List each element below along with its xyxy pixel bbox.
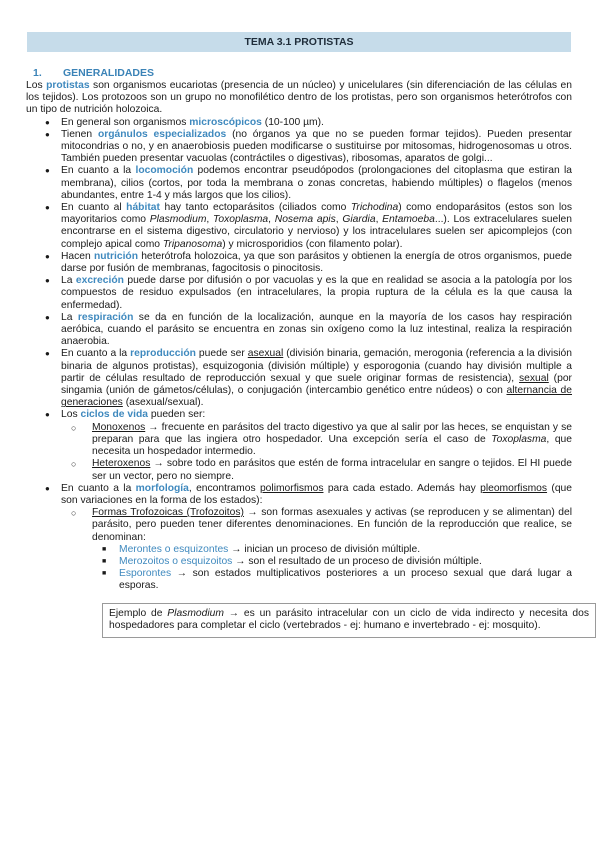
list-item: ● Los ciclos de vida pueden ser: ○ Monoxenos → frecuente en parásitos del tracto digestivo ya que al salir por las heces, se enquistan y se preparan para que las ingiera otro hospedador. Una excepción sería el caso de Toxoplasma, que necesita un hospedador intermedio. ○ Heteroxenos → sobre todo en parásitos que estén de forma intracelular en sangre o tejidos. El HI puede ser un vector, pero no siempre. — [26, 409, 572, 482]
list-item: ● La respiración se da en función de la localización, aunque en la mayoría de los casos hay respiración aeróbica, cuando el parásito se encuentra en zonas sin oxígeno como la luz intestinal, realiza la respiración anaerobia. — [26, 312, 572, 349]
intro-paragraph: Los protistas son organismos eucariotas (presencia de un núcleo) y unicelulares (sin diferenciación de las células en los tejidos). Los protozoos son un grupo no monofilético dentro de los protistas, pero son organismos heterótrofos con un tipo de nutrición holozoica. — [26, 80, 572, 116]
section-heading — [33, 67, 154, 79]
sub-sub-bullet-list — [92, 544, 572, 593]
list-item: ● La excreción puede darse por difusión o por vacuolas y es la que en realidad se asocia a la patología por los compuestos de residuo expulsados (en intracelulares, la propia ruptura de la célula es la que causa la enfermedad). — [26, 275, 572, 312]
list-item: ■ Esporontes → son estados multiplicativos posteriores a un proceso sexual que dará lugar a esporas. — [92, 568, 572, 592]
document-body — [26, 80, 589, 638]
list-item: ● Tienen orgánulos especializados (no órganos ya que no se pueden formar tejidos). Pueden presentar mitocondrias o no, y en anaerobiosis pueden modificarse o sustituirse por mitosomas, hidrogenosomas u otros. También pueden presentar vacuolas (contráctiles o digestivas), ribosomas, aparatos de golgi... — [26, 129, 572, 166]
list-item: ○ Heteroxenos → sobre todo en parásitos que estén de forma intracelular en sangre o tejidos. El HI puede ser un vector, pero no siempre. — [61, 458, 572, 482]
list-item: ■ Merontes o esquizontes → inician un proceso de división múltiple. — [92, 544, 572, 556]
list-item: ● En cuanto al hábitat hay tanto ectoparásitos (ciliados como Trichodina) como endoparásitos (estos son los mayoritarios como Plasmodium, Toxoplasma, Nosema apis, Giardia, Entamoeba...). Los extracelulares suelen encontrarse en el sistema digestivo, circulatorio y nervioso) y los intracelulares suelen ser apicomplejos (con complejo apical como Tripanosoma) y microsporidios (con filamento polar). — [26, 202, 572, 251]
list-item: ● Hacen nutrición heterótrofa holozoica, ya que son parásitos y obtienen la energía de otros organismos, puede darse por fusión de membranas, fagocitosis o pinocitosis. — [26, 251, 572, 275]
section-title: GENERALIDADES — [63, 67, 155, 79]
term-protistas: protistas — [46, 80, 90, 91]
list-item: ○ Monoxenos → frecuente en parásitos del tracto digestivo ya que al salir por las heces, se enquistan y se preparan para que las ingiera otro hospedador. Una excepción sería el caso de Toxoplasma, que necesita un hospedador intermedio. — [61, 422, 572, 459]
sub-bullet-list — [61, 422, 572, 483]
list-item: ■ Merozoitos o esquizoitos → son el resultado de un proceso de división múltiple. — [92, 556, 572, 568]
list-item: ● En cuanto a la reproducción puede ser asexual (división binaria, gemación, merogonia (referencia a la división binaria de algunos protistas), esquizogonia (división múltiple) y esporogonia (cuando hay división multiple a partir de células resultado de reproducción sexual y que suele originar formas de resistencia), sexual (por singamia (unión de gámetos/células), o conjugación (intercambio genético entre núdeos) o con alternancia de generaciones (asexual/sexual). — [26, 348, 572, 409]
list-item: ● En cuanto a la morfología, encontramos polimorfismos para cada estado. Además hay pleomorfismos (que son variaciones en la forma de los estados): ○ Formas Trofozoicas (Trofozoitos) → son formas asexuales y activas (se reproducen y se alimentan) del parásito, pero pueden tener diferentes denominaciones. En función de la reproducción que realice, se denominan: ■ Merontes o esquizontes → inician un proceso de división múltiple. ■ Merozoitos o esquizoitos → son el resultado de un proceso de división múltiple. ■ Esporontes → son estados multiplicativos posteriores a un proceso sexual que dará lugar a esporas. Ejemplo de Plasmodium → es un parásito intracelular con un ciclo de vida indirecto y necesita dos hospedadores para completar el ciclo (vertebrados - ej: humano e invertebrado - ej: mosquito). — [26, 483, 572, 638]
section-number: 1. — [33, 67, 42, 79]
list-item: ○ Formas Trofozoicas (Trofozoitos) → son formas asexuales y activas (se reproducen y se alimentan) del parásito, pero pueden tener diferentes denominaciones. En función de la reproducción que realice, se denominan: ■ Merontes o esquizontes → inician un proceso de división múltiple. ■ Merozoitos o esquizoitos → son el resultado de un proceso de división múltiple. ■ Esporontes → son estados multiplicativos posteriores a un proceso sexual que dará lugar a esporas. Ejemplo de Plasmodium → es un parásito intracelular con un ciclo de vida indirecto y necesita dos hospedadores para completar el ciclo (vertebrados - ej: humano e invertebrado - ej: mosquito). — [61, 507, 572, 638]
page-title: TEMA 3.1 PROTISTAS — [27, 32, 571, 52]
main-bullet-list — [26, 116, 589, 638]
list-item: ● En general son organismos microscópicos (10-100 µm). — [26, 117, 572, 129]
example-box: Ejemplo de Plasmodium → es un parásito intracelular con un ciclo de vida indirecto y necesita dos hospedadores para completar el ciclo (vertebrados - ej: humano e invertebrado - ej: mosquito). — [102, 603, 596, 638]
list-item: ● En cuanto a la locomoción podemos encontrar pseudópodos (prolongaciones del citoplasma que estiran la membrana), cilios (cortos, por toda la membrana o zonas concretas, habiendo múltiples) o flagelos (menos abundantes, entre 1-4 y más largos que los cilios). — [26, 165, 572, 202]
sub-bullet-list — [61, 507, 589, 638]
